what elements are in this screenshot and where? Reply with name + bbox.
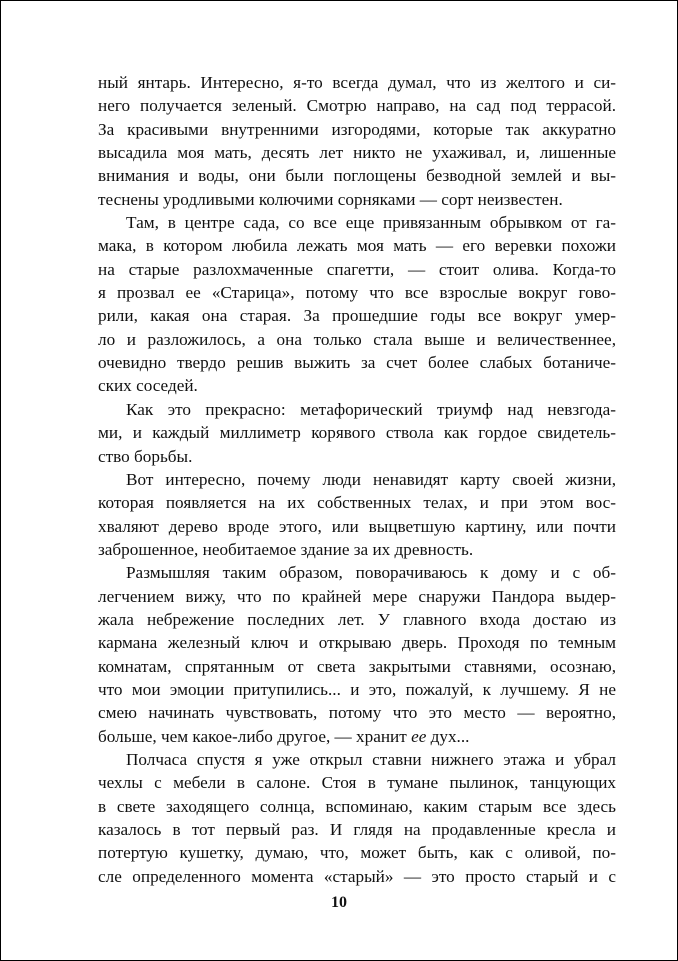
text-line: комнатам, спрятанным от света закрытыми ставнями, осознаю, [98, 656, 616, 676]
text-line: ми, и каждый миллиметр корявого ствола как гордое свидетель- [98, 423, 616, 443]
text-line: Там, в центре сада, со все еще привязанным обрывком от га- [126, 213, 616, 233]
text-line: сле определенного момента «старый» — это просто старый и с [98, 866, 616, 886]
text-line: потертую кушетку, думаю, что, может быть, как с оливой, по- [98, 843, 616, 863]
paragraph [98, 211, 616, 398]
page-body-text [98, 71, 616, 888]
text-line: заброшенное, необитаемое здание за их древность. [98, 539, 474, 559]
text-line: теснены уродливыми колючими сорняками — сорт неизвестен. [98, 189, 563, 209]
text-line: ло и разложилось, а она только стала выше и величественнее, [98, 329, 616, 349]
text-line: которая появляется на их собственных телах, и при этом вос- [98, 493, 616, 513]
text-line: чехлы с мебели в салоне. Стоя в тумане пылинок, танцующих [98, 773, 616, 793]
paragraph [98, 71, 616, 211]
text-line: За красивыми внутренними изгородями, которые так аккуратно [98, 119, 616, 139]
text-line: Размышляя таким образом, поворачиваюсь к дому и с об- [126, 563, 616, 583]
text-line: что мои эмоции притупились... и это, пожалуй, к лучшему. Я не [98, 679, 616, 699]
emphasis: ее [411, 726, 427, 746]
text-line: на старые разлохмаченные спагетти, — стоит олива. Когда-то [98, 259, 616, 279]
text-line: Как это прекрасно: метафорический триумф над невзгода- [126, 399, 616, 419]
text-line: высадила моя мать, десять лет никто не ухаживал, и, лишенные [98, 143, 616, 163]
text-line: в свете заходящего солнца, вспоминаю, каким старым все здесь [98, 796, 616, 816]
text-line: хваляют дерево вроде этого, или выцветшую картину, или почти [98, 516, 616, 536]
text-line: легчением вижу, что по крайней мере снаружи Пандора выдер- [98, 586, 616, 606]
text-line: очевидно твердо решив выжить за счет более слабых ботаниче- [98, 353, 616, 373]
text-line: внимания и воды, они были поглощены безводной землей и вы- [98, 166, 616, 186]
page-number: 10 [331, 894, 347, 911]
text-line: Вот интересно, почему люди ненавидят карту своей жизни, [126, 469, 616, 489]
text-line: смею начинать чувствовать, потому что это место — вероятно, [98, 703, 616, 723]
text-line: ских соседей. [98, 376, 198, 396]
text-line: мака, в котором любила лежать моя мать — его веревки похожи [98, 236, 616, 256]
text-line: больше, чем какое-либо другое, — хранит ее дух... [98, 726, 470, 746]
text-line: Полчаса спустя я уже открыл ставни нижнего этажа и убрал [126, 749, 616, 769]
paragraph [98, 398, 616, 468]
paragraph [98, 748, 616, 888]
text-line: него получается зеленый. Смотрю направо, на сад под террасой. [98, 96, 616, 116]
text-line: кармана железный ключ и открываю дверь. Проходя по темным [98, 633, 616, 653]
text-line: ный янтарь. Интересно, я-то всегда думал, что из желтого и си- [98, 73, 616, 92]
text-line: я прозвал ее «Старица», потому что все взрослые вокруг гово- [98, 283, 616, 303]
text-line: ство борьбы. [98, 446, 193, 466]
text-line: рили, какая она старая. За прошедшие годы все вокруг умер- [98, 306, 616, 326]
paragraph [98, 468, 616, 561]
text-line: казалось в тот первый раз. И глядя на продавленные кресла и [98, 820, 616, 839]
paragraph [98, 561, 616, 748]
text-line: жала небрежение последних лет. У главного входа достаю из [98, 609, 616, 629]
